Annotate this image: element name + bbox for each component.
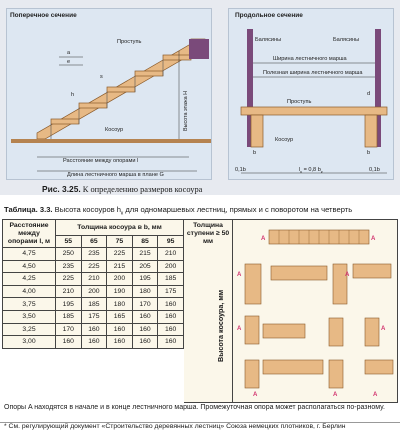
- label-distance: Расстояние между опорами l: [63, 158, 139, 164]
- value-cell: 160: [158, 336, 184, 349]
- step-thickness-header: Толщина ступени ≥ 50 мм: [186, 222, 230, 245]
- value-cell: 160: [81, 323, 107, 336]
- value-cell: 175: [158, 285, 184, 298]
- label-prostup: Проступь: [117, 39, 142, 45]
- svg-text:A: A: [345, 272, 350, 278]
- value-cell: 205: [132, 260, 158, 273]
- thickness-value: 65: [81, 236, 107, 248]
- value-cell: 210: [81, 273, 107, 286]
- table-caption: Таблица. 3.3. Высота косоуров $h_к$ для одномаршевых лестниц, прямых и с поворотом на четверть: [4, 205, 353, 217]
- figure-caption: Рис. 3.25. К определению размеров косоура: [42, 184, 203, 194]
- svg-text:A: A: [253, 392, 258, 398]
- svg-text:A: A: [371, 236, 376, 242]
- value-cell: 180: [107, 298, 133, 311]
- kosour-height-table: [2, 219, 184, 349]
- col-distance-header: Расстояние между опорами l, м: [3, 220, 56, 248]
- thickness-value: 75: [107, 236, 133, 248]
- label-h: h: [71, 92, 75, 98]
- value-cell: 160: [107, 323, 133, 336]
- value-cell: 175: [81, 310, 107, 323]
- value-cell: 250: [56, 248, 82, 261]
- svg-text:A: A: [261, 236, 266, 242]
- table-row: [3, 273, 184, 286]
- table-row: [3, 298, 184, 311]
- table-row: [3, 260, 184, 273]
- value-cell: 200: [81, 285, 107, 298]
- value-cell: 160: [158, 298, 184, 311]
- value-cell: 185: [56, 310, 82, 323]
- label-prostup-right: Проступь: [287, 99, 312, 105]
- longitudinal-section-panel: [228, 8, 394, 180]
- distance-cell: 4,25: [3, 273, 56, 286]
- cross-section-title: Поперечное сечение: [10, 12, 77, 19]
- value-cell: 225: [107, 248, 133, 261]
- supports-note: Опоры A находятся в начале и в конце лестничного марша. Промежуточная опора может располагаться по-разному.: [4, 404, 385, 411]
- svg-text:A: A: [373, 392, 378, 398]
- label-bk-right: b: [367, 150, 371, 156]
- value-cell: 160: [158, 323, 184, 336]
- value-cell: 210: [158, 248, 184, 261]
- value-cell: 160: [56, 336, 82, 349]
- stair-plans-svg: [233, 220, 398, 402]
- distance-cell: 4,00: [3, 285, 56, 298]
- value-cell: 160: [132, 310, 158, 323]
- label-01b-right: 0,1b: [369, 167, 380, 173]
- thickness-value: 95: [158, 236, 184, 248]
- table-row: [3, 310, 184, 323]
- value-cell: 210: [56, 285, 82, 298]
- value-cell: 235: [56, 260, 82, 273]
- thickness-value: 55: [56, 236, 82, 248]
- label-e: e: [67, 59, 71, 65]
- table-row: [3, 248, 184, 261]
- value-cell: 160: [132, 323, 158, 336]
- cross-section-panel: [6, 8, 212, 180]
- footnote: * См. регулирующий документ «Строительство деревянных лестниц» Союза немецких плотников, г. Берлин: [4, 423, 346, 430]
- svg-text:A: A: [381, 326, 386, 332]
- value-cell: 160: [158, 310, 184, 323]
- value-cell: 200: [107, 273, 133, 286]
- value-cell: 185: [81, 298, 107, 311]
- table-row: [3, 285, 184, 298]
- svg-text:A: A: [237, 326, 242, 332]
- distance-cell: 4,50: [3, 260, 56, 273]
- value-cell: 185: [158, 273, 184, 286]
- value-cell: 195: [132, 273, 158, 286]
- value-cell: 215: [132, 248, 158, 261]
- value-cell: 180: [132, 285, 158, 298]
- label-a: a: [67, 50, 71, 56]
- label-01b-left: 0,1b: [235, 167, 246, 173]
- stair-plan-diagrams: [184, 219, 398, 403]
- value-cell: 190: [107, 285, 133, 298]
- thickness-header: Толщина косоура в b, мм: [56, 220, 184, 236]
- label-kosour-right: Косоур: [275, 137, 294, 143]
- svg-text:A: A: [237, 272, 242, 278]
- value-cell: 225: [56, 273, 82, 286]
- table-row: [3, 323, 184, 336]
- value-cell: 235: [81, 248, 107, 261]
- longitudinal-section-title: Продольное сечение: [235, 12, 303, 19]
- svg-text:A: A: [333, 392, 338, 398]
- value-cell: 170: [56, 323, 82, 336]
- distance-cell: 3,00: [3, 336, 56, 349]
- value-cell: 165: [107, 310, 133, 323]
- thickness-value: 85: [132, 236, 158, 248]
- label-length: Длина лестничного марша в плане G: [67, 172, 164, 178]
- label-width2: Полезная ширина лестничного марша: [263, 70, 363, 76]
- value-cell: 160: [81, 336, 107, 349]
- label-d: d: [367, 91, 371, 97]
- value-cell: 160: [132, 336, 158, 349]
- distance-cell: 3,25: [3, 323, 56, 336]
- axis-label-kosour-height: Высота косоура, мм: [216, 289, 225, 362]
- label-balyasiny-right: Балясины: [333, 37, 360, 43]
- label-formula: $l_к = 0,8$ $b_к$: [299, 167, 323, 175]
- distance-cell: 3,75: [3, 298, 56, 311]
- figure-area: [0, 0, 400, 195]
- table-row: [3, 336, 184, 349]
- value-cell: 225: [81, 260, 107, 273]
- value-cell: 215: [107, 260, 133, 273]
- label-height: Высота этажа H: [183, 90, 189, 131]
- distance-cell: 3,50: [3, 310, 56, 323]
- label-balyasiny-left: Балясины: [255, 37, 282, 43]
- label-s: s: [100, 74, 103, 80]
- value-cell: 170: [132, 298, 158, 311]
- distance-cell: 4,75: [3, 248, 56, 261]
- label-kosour: Косоур: [105, 127, 124, 133]
- value-cell: 160: [107, 336, 133, 349]
- value-cell: 195: [56, 298, 82, 311]
- value-cell: 200: [158, 260, 184, 273]
- label-width1: Ширина лестничного марша: [273, 56, 347, 62]
- label-bk-left: b: [253, 150, 257, 156]
